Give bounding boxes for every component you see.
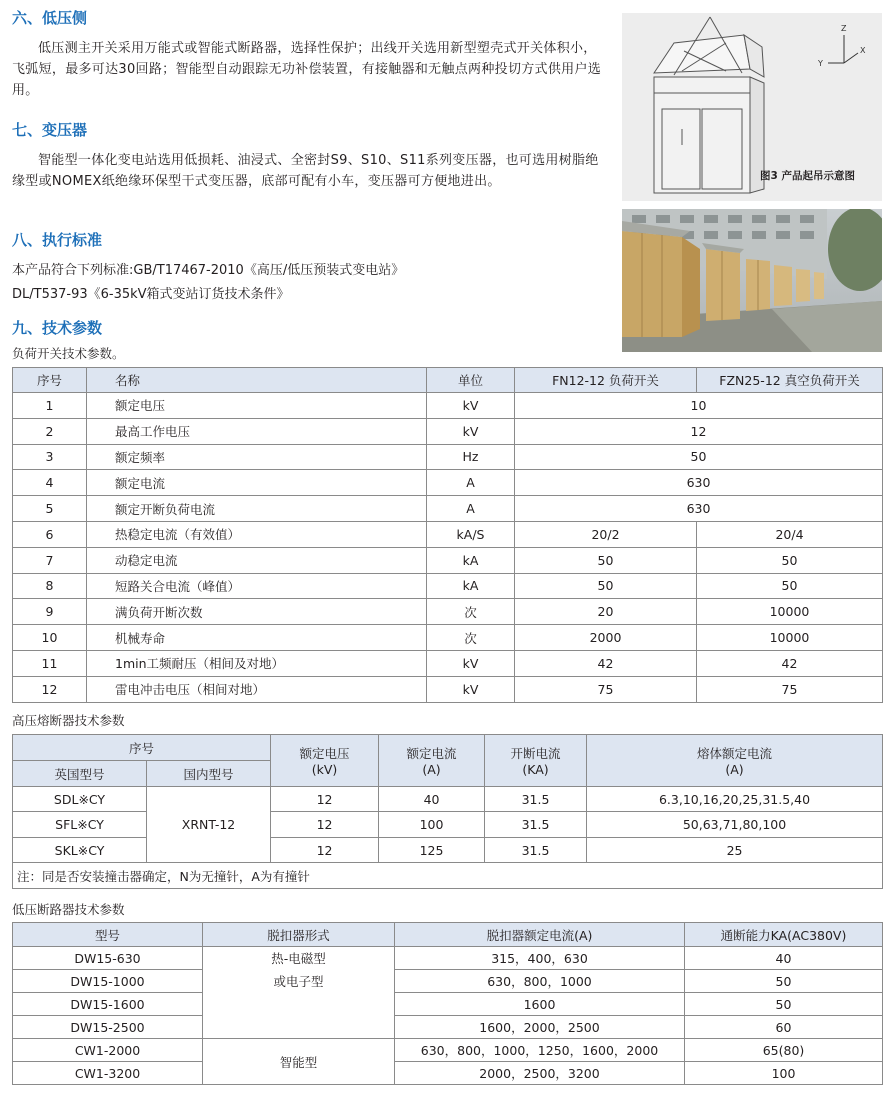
header-trip-type: 脱扣器形式 <box>203 923 395 947</box>
cell-fuse: 25 <box>587 838 883 863</box>
hv-fuse-table <box>12 734 883 889</box>
cell-fzn25: 10000 <box>697 599 883 625</box>
cell-shared-value: 50 <box>515 444 883 470</box>
header-fuse-current-label: 熔体额定电流 <box>697 746 773 761</box>
cell-fn12: 50 <box>515 573 697 599</box>
section-text-transformer: 智能型一体化变电站选用低损耗、油浸式、全密封S9、S10、S11系列变压器，也可选用树脂绝缘型或NOMEX纸绝缘环保型干式变压器，底部可配有小车，变压器可方便地进出。 <box>12 153 599 189</box>
cell-unit: 次 <box>427 599 515 625</box>
cell-trip-type: 智能型 <box>203 1039 395 1085</box>
table-row <box>13 470 883 496</box>
cell-name: 短路关合电流（峰值） <box>87 573 427 599</box>
cell-fn12: 75 <box>515 676 697 702</box>
table2-caption: 高压熔断器技术参数 <box>12 713 125 728</box>
header-rated-voltage-unit: (kV) <box>311 762 338 777</box>
cell-current: 125 <box>379 838 485 863</box>
table-row <box>13 496 883 522</box>
cell-seq: 12 <box>13 676 87 702</box>
cell-model: DW15-2500 <box>13 1016 203 1039</box>
cell-name: 最高工作电压 <box>87 418 427 444</box>
cell-unit: Hz <box>427 444 515 470</box>
cell-capacity: 60 <box>685 1016 883 1039</box>
header-trip-current: 脱扣器额定电流(A) <box>395 923 685 947</box>
cell-seq: 7 <box>13 547 87 573</box>
header-cn-model: 国内型号 <box>147 761 271 787</box>
header-seq: 序号 <box>13 735 271 761</box>
cell-capacity: 100 <box>685 1062 883 1085</box>
table-row <box>13 547 883 573</box>
header-breaking-current-unit: (KA) <box>522 762 549 777</box>
standard-line-1: 本产品符合下列标准:GB/T17467-2010《高压/低压预装式变电站》 <box>12 263 405 278</box>
cell-model: DW15-1000 <box>13 970 203 993</box>
cell-trip-type-empty <box>203 1016 395 1039</box>
header-name: 名称 <box>87 368 427 393</box>
cell-capacity: 65(80) <box>685 1039 883 1062</box>
table-row <box>13 573 883 599</box>
cell-unit: A <box>427 496 515 522</box>
cell-breaking: 31.5 <box>485 812 587 838</box>
header-rated-voltage <box>271 735 379 787</box>
table-row <box>13 650 883 676</box>
cell-trip-type-empty <box>203 993 395 1016</box>
table-row <box>13 1016 883 1039</box>
standard-line-2: DL/T537-93《6-35kV箱式变站订货技术条件》 <box>12 287 290 302</box>
table-row <box>13 970 883 993</box>
cell-seq: 6 <box>13 521 87 547</box>
cell-trip-current: 2000，2500，3200 <box>395 1062 685 1085</box>
table-row <box>13 599 883 625</box>
cell-capacity: 50 <box>685 993 883 1016</box>
axis-label-y: Y <box>818 59 823 68</box>
cell-fn12: 50 <box>515 547 697 573</box>
cell-current: 40 <box>379 787 485 812</box>
cell-name: 满负荷开断次数 <box>87 599 427 625</box>
table-row <box>13 787 883 812</box>
cell-trip-current: 630，800，1000 <box>395 970 685 993</box>
cell-fuse: 50,63,71,80,100 <box>587 812 883 838</box>
axis-label-z: Z <box>841 24 847 33</box>
cell-name: 动稳定电流 <box>87 547 427 573</box>
table-row <box>13 993 883 1016</box>
table-note-row <box>13 863 883 889</box>
cell-seq: 4 <box>13 470 87 496</box>
cell-unit: kA <box>427 573 515 599</box>
table-note: 注：同是否安装撞击器确定，N为无撞针，A为有撞针 <box>13 863 883 889</box>
load-switch-table <box>12 367 883 703</box>
header-fuse-current <box>587 735 883 787</box>
cell-fzn25: 50 <box>697 547 883 573</box>
table-row <box>13 393 883 419</box>
table3-caption: 低压断路器技术参数 <box>12 902 125 917</box>
cell-current: 100 <box>379 812 485 838</box>
header-breaking-current-label: 开断电流 <box>510 746 561 761</box>
cell-voltage: 12 <box>271 787 379 812</box>
cell-unit: kA <box>427 547 515 573</box>
cell-seq: 5 <box>13 496 87 522</box>
cell-shared-value: 12 <box>515 418 883 444</box>
table1-caption: 负荷开关技术参数。 <box>12 346 125 361</box>
header-fn12: FN12-12 负荷开关 <box>515 368 697 393</box>
cell-unit: A <box>427 470 515 496</box>
cell-fzn25: 20/4 <box>697 521 883 547</box>
cell-name: 额定电流 <box>87 470 427 496</box>
axis-label-x: X <box>860 46 866 55</box>
cell-fzn25: 50 <box>697 573 883 599</box>
cell-unit: kA/S <box>427 521 515 547</box>
lifting-diagram-drawing <box>622 13 882 201</box>
cell-seq: 11 <box>13 650 87 676</box>
cell-seq: 8 <box>13 573 87 599</box>
header-fzn25: FZN25-12 真空负荷开关 <box>697 368 883 393</box>
cell-unit: kV <box>427 676 515 702</box>
substations-photo-drawing <box>622 209 882 352</box>
cell-capacity: 50 <box>685 970 883 993</box>
cell-fzn25: 75 <box>697 676 883 702</box>
table-row <box>13 418 883 444</box>
header-uk-model: 英国型号 <box>13 761 147 787</box>
cell-cn-model: XRNT-12 <box>147 787 271 863</box>
cell-fn12: 2000 <box>515 625 697 651</box>
cell-seq: 10 <box>13 625 87 651</box>
table-row <box>13 444 883 470</box>
cell-trip-current: 315，400，630 <box>395 947 685 970</box>
cell-fn12: 20 <box>515 599 697 625</box>
cell-trip-current: 1600 <box>395 993 685 1016</box>
cell-trip-current: 1600，2000，2500 <box>395 1016 685 1039</box>
cell-fzn25: 10000 <box>697 625 883 651</box>
table-header-row <box>13 368 883 393</box>
cell-seq: 2 <box>13 418 87 444</box>
cell-name: 额定开断负荷电流 <box>87 496 427 522</box>
header-breaking-capacity: 通断能力KA(AC380V) <box>685 923 883 947</box>
cell-unit: kV <box>427 393 515 419</box>
cell-trip-type: 或电子型 <box>203 970 395 993</box>
cell-capacity: 40 <box>685 947 883 970</box>
cell-model: DW15-1600 <box>13 993 203 1016</box>
section-title-standards: 八、执行标准 <box>12 231 103 249</box>
cell-uk-model: SFL※CY <box>13 812 147 838</box>
cell-seq: 1 <box>13 393 87 419</box>
cell-uk-model: SKL※CY <box>13 838 147 863</box>
header-rated-current-label: 额定电流 <box>406 746 457 761</box>
cell-unit: kV <box>427 650 515 676</box>
table-row <box>13 521 883 547</box>
cell-model: CW1-3200 <box>13 1062 203 1085</box>
cell-name: 额定频率 <box>87 444 427 470</box>
cell-name: 热稳定电流（有效值） <box>87 521 427 547</box>
table-row <box>13 1039 883 1062</box>
cell-name: 额定电压 <box>87 393 427 419</box>
table-row <box>13 676 883 702</box>
cell-model: CW1-2000 <box>13 1039 203 1062</box>
table-row <box>13 947 883 970</box>
cell-shared-value: 10 <box>515 393 883 419</box>
header-seq: 序号 <box>13 368 87 393</box>
cell-unit: kV <box>427 418 515 444</box>
cell-seq: 3 <box>13 444 87 470</box>
table-row <box>13 625 883 651</box>
cell-breaking: 31.5 <box>485 838 587 863</box>
figure-lifting-diagram <box>622 13 882 201</box>
figure-caption: 图3 产品起吊示意图 <box>760 170 855 182</box>
cell-fn12: 20/2 <box>515 521 697 547</box>
photo-substations <box>622 209 882 352</box>
cell-breaking: 31.5 <box>485 787 587 812</box>
section-title-low-voltage: 六、低压侧 <box>12 9 88 27</box>
cell-name: 雷电冲击电压（相间对地） <box>87 676 427 702</box>
cell-voltage: 12 <box>271 838 379 863</box>
header-breaking-current <box>485 735 587 787</box>
table-row <box>13 1062 883 1085</box>
lv-breaker-table <box>12 922 883 1085</box>
section-title-transformer: 七、变压器 <box>12 121 88 139</box>
cell-fzn25: 42 <box>697 650 883 676</box>
cell-name: 1min工频耐压（相间及对地） <box>87 650 427 676</box>
header-rated-current-unit: (A) <box>422 762 441 777</box>
cell-fuse: 6.3,10,16,20,25,31.5,40 <box>587 787 883 812</box>
cell-model: DW15-630 <box>13 947 203 970</box>
header-rated-voltage-label: 额定电压 <box>299 746 350 761</box>
section-text-low-voltage: 低压测主开关采用万能式或智能式断路器，选择性保护；出线开关选用新型塑壳式开关体积小，飞弧短，最多可达30回路；智能型自动跟踪无功补偿装置，有接触器和无触点两种投切方式供用户选用。 <box>12 41 602 98</box>
table-row <box>13 838 883 863</box>
cell-name: 机械寿命 <box>87 625 427 651</box>
cell-shared-value: 630 <box>515 470 883 496</box>
section-title-tech-params: 九、技术参数 <box>12 319 103 337</box>
cell-trip-current: 630，800，1000，1250，1600，2000 <box>395 1039 685 1062</box>
cell-seq: 9 <box>13 599 87 625</box>
table-row <box>13 812 883 838</box>
cell-unit: 次 <box>427 625 515 651</box>
header-unit: 单位 <box>427 368 515 393</box>
cell-voltage: 12 <box>271 812 379 838</box>
header-fuse-current-unit: (A) <box>725 762 744 777</box>
header-model: 型号 <box>13 923 203 947</box>
cell-uk-model: SDL※CY <box>13 787 147 812</box>
header-rated-current <box>379 735 485 787</box>
cell-fn12: 42 <box>515 650 697 676</box>
cell-shared-value: 630 <box>515 496 883 522</box>
cell-trip-type: 热-电磁型 <box>203 947 395 970</box>
